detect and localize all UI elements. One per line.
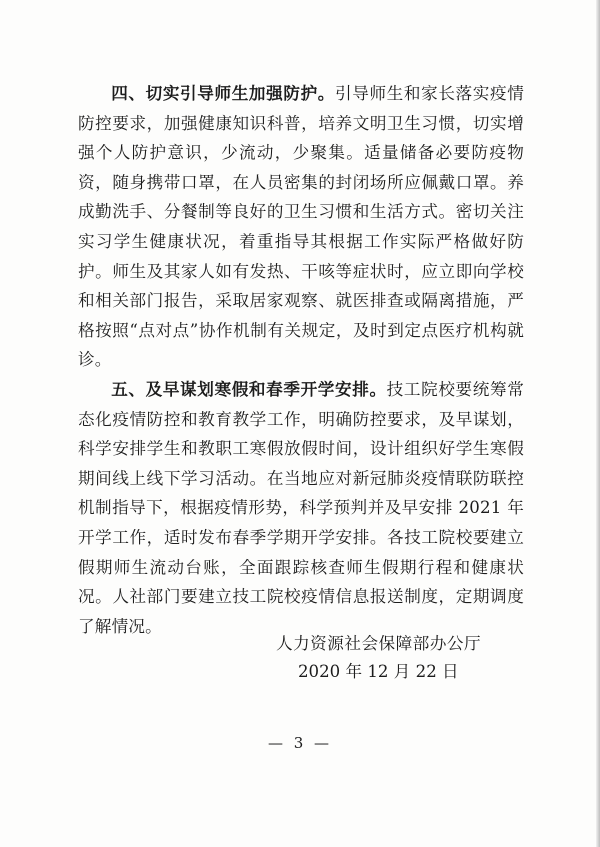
section-five-paragraph [78, 375, 524, 641]
signature-block [276, 630, 482, 686]
scan-edge-shadow [596, 0, 600, 847]
section-four-heading: 四、切实引导师生加强防护。 [111, 84, 336, 103]
page-number: — 3 — [267, 734, 333, 752]
section-four-body: 引导师生和家长落实疫情防控要求，加强健康知识科普，培养文明卫生习惯，切实增强个人防护意识，少流动，少聚集。适量储备必要防疫物资，随身携带口罩，在人员密集的封闭场所应佩戴口罩。养成勤洗手、分餐制等良好的卫生习惯和生活方式。密切关注实习学生健康状况，着重指导其根据工作实际严格做好防护。师生及其家人如有发热、干咳等症状时，应立即向学校和相关部门报告，采取居家观察、就医排查或隔离措施，严格按照“点对点”协作机制有关规定，及时到定点医疗机构就诊。 [78, 84, 525, 370]
issue-date: 2020 年 12 月 22 日 [298, 662, 459, 681]
section-five-heading: 五、及早谋划寒假和春季开学安排。 [111, 379, 387, 399]
section-five-body: 技工院校要统筹常态化疫情防控和教育教学工作，明确防控要求，及早谋划，科学安排学生和教职工寒假放假时间，设计组织好学生寒假期间线上线下学习活动。在当地应对新冠肺炎疫情联防联控机制指导下，根据疫情形势，科学预判并及早安排 2021 年开学工作，适时发布春季学期开学安排。各技工院校要建立假期师生流动台账，全面跟踪核查师生假期行程和健康状况。人社部门要建立技工院校疫情信息报送制度，定期调度了解情况。 [78, 379, 524, 636]
document-body [78, 79, 524, 641]
issuing-organization: 人力资源社会保障部办公厅 [276, 634, 482, 653]
section-four-paragraph [78, 79, 524, 375]
